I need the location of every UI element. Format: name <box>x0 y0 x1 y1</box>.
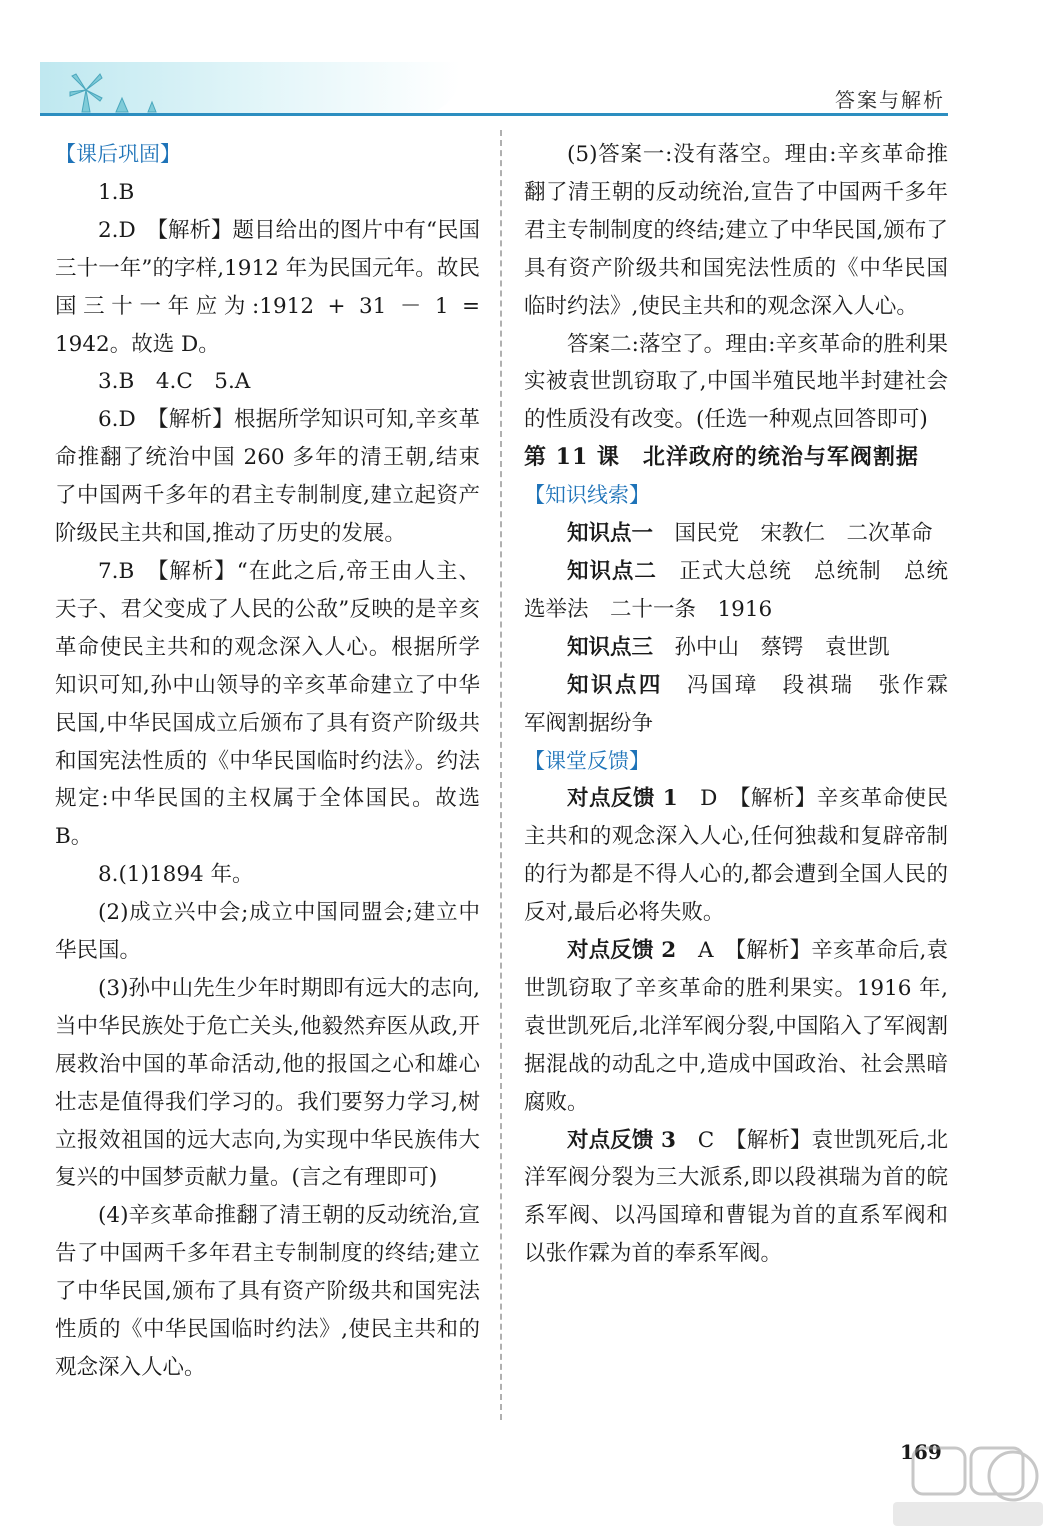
answer-paragraph: 答案二:落空了。理由:辛亥革命的胜利果实被袁世凯窃取了,中国半殖民地半封建社会的性质没有改变。(任选一种观点回答即可) <box>524 331 948 433</box>
answer-paragraph: 7.B 【解析】“在此之后,帝王由人主、天子、君父变成了人民的公敌”反映的是辛亥革命使民主共和的观念深入人心。根据所学知识可知,孙中山领导的辛亥革命建立了中华民国,中华民国成立后颁布了具有资产阶级共和国宪法性质的《中华民国临时约法》。约法规定:中华民国的主权属于全体国民。故选 B。 <box>55 558 480 850</box>
knowledge-point-label: 知识点四 <box>567 672 663 698</box>
header-rule <box>40 113 948 116</box>
feedback-label: 对点反馈 3 <box>567 1127 676 1153</box>
feedback-label: 对点反馈 1 <box>567 786 678 812</box>
knowledge-point-content: 国民党 宋教仁 二次革命 <box>653 521 933 547</box>
feedback-item <box>524 780 948 932</box>
knowledge-point-label: 知识点三 <box>567 634 654 660</box>
answer-paragraph: 1.B <box>98 179 135 205</box>
feedback-content: C 【解析】袁世凯死后,北洋军阀分裂为三大派系,即以段祺瑞为首的皖系军阀、以冯国璋和曹锟为首的直系军阀和以张作霖为首的奉系军阀。 <box>524 1127 948 1267</box>
section-title-feedback: 【课堂反馈】 <box>524 748 650 773</box>
answer-paragraph: 2.D 【解析】题目给出的图片中有“民国三十一年”的字样,1912 年为民国元年。故民国三十一年应为:1912 + 31 － 1 = 1942。故选 D。 <box>55 217 480 357</box>
knowledge-point-content: 正式大总统 总统制 总统选举法 二十一条 1916 <box>524 558 948 622</box>
answer-paragraph: 3.B 4.C 5.A <box>98 369 251 395</box>
knowledge-point <box>524 553 948 629</box>
lesson-title: 第 11 课 北洋政府的统治与军阀割据 <box>524 444 919 471</box>
answer-paragraph: (2)成立兴中会;成立中国同盟会;建立中华民国。 <box>55 900 480 964</box>
answer-paragraph: (5)答案一:没有落空。理由:辛亥革命推翻了清王朝的反动统治,宣告了中国两千多年君主专制制度的终结;建立了中华民国,颁布了具有资产阶级共和国宪法性质的《中华民国临时约法》,使民主共和的观念深入人心。 <box>524 142 948 319</box>
feedback-item <box>524 1122 948 1274</box>
feedback-item <box>524 932 948 1122</box>
knowledge-point-label: 知识点一 <box>567 521 654 547</box>
feedback-label: 对点反馈 2 <box>567 938 677 964</box>
knowledge-point-content: 冯国璋 段祺瑞 张作霖 军阀割据纷争 <box>524 672 970 736</box>
knowledge-point-content: 孙中山 蔡锷 袁世凯 <box>653 634 890 660</box>
feedback-content: D 【解析】辛亥革命使民主共和的观念深入人心,任何独裁和复辟帝制的行为都是不得人心的,都会遭到全国人民的反对,最后必将失败。 <box>524 786 948 926</box>
knowledge-point <box>524 667 970 743</box>
answer-paragraph: (4)辛亥革命推翻了清王朝的反动统治,宣告了中国两千多年君主专制制度的终结;建立了中华民国,颁布了具有资产阶级共和国宪法性质的《中华民国临时约法》,使民主共和的观念深入人心。 <box>55 1203 480 1380</box>
running-head: 答案与解析 <box>835 88 945 112</box>
answer-paragraph: (3)孙中山先生少年时期即有远大的志向,当中华民族处于危亡关头,他毅然弃医从政,开展救治中国的革命活动,他的报国之心和雄心壮志是值得我们学习的。我们要努力学习,树立报效祖国的远大志向,为实现中华民族伟大复兴的中国梦贡献力量。(言之有理即可) <box>55 975 480 1191</box>
windmill-icon <box>52 60 172 116</box>
knowledge-point <box>524 515 948 553</box>
page-number: 169 <box>900 1440 942 1464</box>
section-title-homework: 【课后巩固】 <box>55 142 181 166</box>
left-column <box>55 136 480 1387</box>
column-divider <box>500 130 502 1420</box>
knowledge-point <box>524 629 948 667</box>
section-title-knowledge: 【知识线索】 <box>524 483 650 508</box>
answer-paragraph: 8.(1)1894 年。 <box>98 862 254 888</box>
right-column <box>524 136 970 1273</box>
answer-paragraph: 6.D 【解析】根据所学知识可知,辛亥革命推翻了统治中国 260 多年的清王朝,结束了中国两千多年的君主专制制度,建立起资产阶级民主共和国,推动了历史的发展。 <box>55 407 480 547</box>
knowledge-point-label: 知识点二 <box>567 558 657 584</box>
watermark-logo-icon <box>873 1440 1043 1530</box>
feedback-content: A 【解析】辛亥革命后,袁世凯窃取了辛亥革命的胜利果实。1916 年,袁世凯死后,北洋军阀分裂,中国陷入了军阀割据混战的动乱之中,造成中国政治、社会黑暗腐败。 <box>524 938 948 1115</box>
